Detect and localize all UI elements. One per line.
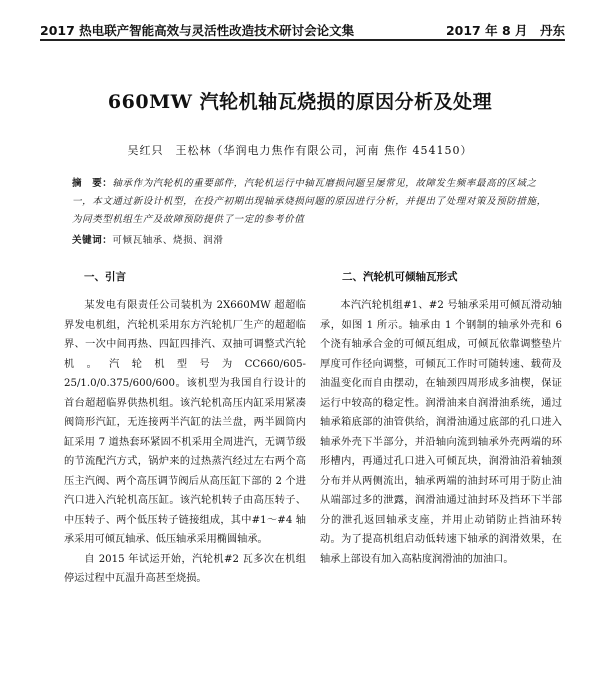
abstract-label: 摘 要： bbox=[72, 178, 113, 189]
keywords-label: 关键词： bbox=[72, 235, 113, 246]
right-column bbox=[320, 268, 562, 569]
abstract bbox=[72, 175, 550, 229]
left-column bbox=[64, 268, 306, 589]
paragraph: 某发电有限责任公司装机为 2X660MW 超超临界发电机组，汽轮机采用东方汽轮机厂生产的超超临界、一次中间再热、四缸四排汽、双抽可调整式汽轮机。汽轮机型号为CC660/605-25/1.0/0.375/600/600。该机型为我国自行设计的首台超超临界供热机组。该汽轮机高压内缸采用紧凑阀筒形汽缸，无连接两半汽缸的法兰盘，两半圆筒内缸采用 7 道热套环紧固不机采用全周进汽，无调节级的节流配汽方式，锅炉来的过热蒸汽经过左右两个高压主汽阀、两个高压调节阀后从高压缸下部的 2 个进汽口进入汽轮机高压缸。该汽轮机转子由高压转子、中压转子、两个低压转子链接组成，其中#1～#4 轴承采用可倾瓦轴承、低压轴承采用椭圆轴承。 bbox=[64, 300, 306, 545]
abstract-text: 轴承作为汽轮机的重要部件，汽轮机运行中轴瓦磨损问题呈屡常见，故障发生频率最高的区域之一，本文通过新设计机型，在投产初期出现轴承烧损问题的原因进行分析，并提出了处理对策及预防措施，为同类型机组生产及故障预防提供了一定的参考价值 bbox=[72, 178, 547, 225]
proceedings-title: 2017 热电联产智能高效与灵活性改造技术研讨会论文集 bbox=[40, 23, 355, 38]
header-rule bbox=[40, 39, 565, 41]
date-place: 2017 年 8 月 丹东 bbox=[445, 23, 565, 38]
paragraph: 自 2015 年试运开始，汽轮机#2 瓦多次在机组停运过程中瓦温升高甚至烧损。 bbox=[64, 553, 306, 584]
keywords bbox=[72, 232, 550, 246]
paragraph: 本汽汽轮机组#1、#2 号轴承采用可倾瓦滑动轴承，如图 1 所示。轴承由 1 个钢制的轴承外壳和 6 个浇有轴承合金的可倾瓦组成，可倾瓦依靠调整垫片厚度可作径向调整，可倾瓦工作时可随转速、载荷及油温变化而自由摆动，在轴颈四周形成多油楔，保证运行中较高的稳定性。润滑油来自润滑油系统，通过轴承箱底部的油管供给，润滑油通过底部的孔口进入轴承外壳下半部分，并沿轴向流到轴承外壳两端的环形槽内，再通过孔口进入可倾瓦块，润滑油沿着轴颈分布并从两侧流出，轴承两端的油封环可用于防止油从端部过多的泄露，润滑油通过油封环及挡环下半部分的泄孔返回轴承支座，并用止动销防止挡油环转动。为了提高机组启动低转速下轴承的润滑效果，在轴承上部设有加入高粘度润滑油的加油口。 bbox=[320, 300, 562, 565]
author-line: 吴红只 王松林（华润电力焦作有限公司，河南 焦作 454150） bbox=[127, 144, 473, 157]
section-heading-bearing-type: 二、汽轮机可倾轴瓦形式 bbox=[342, 271, 458, 283]
paper-title: 660MW 汽轮机轴瓦烧损的原因分析及处理 bbox=[107, 91, 493, 113]
keywords-text: 可倾瓦轴承、烧损、润滑 bbox=[112, 235, 224, 246]
running-header bbox=[40, 10, 565, 40]
section-heading-intro: 一、引言 bbox=[84, 271, 126, 283]
